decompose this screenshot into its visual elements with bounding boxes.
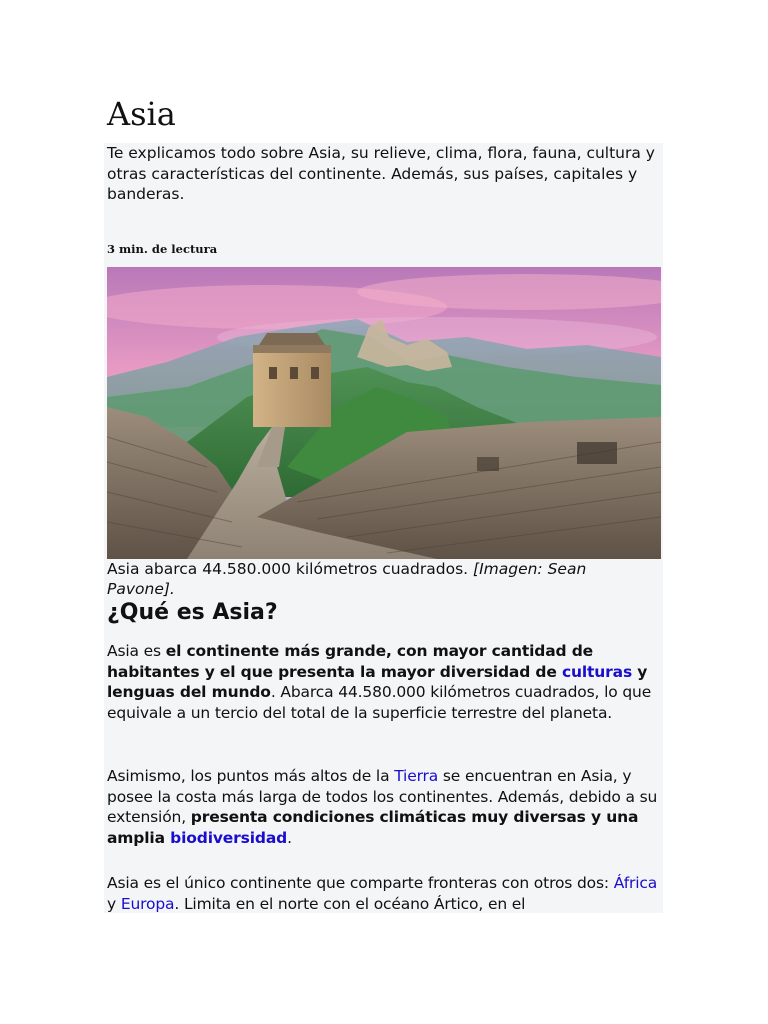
caption-text: Asia abarca 44.580.000 kilómetros cuadrados.: [107, 560, 474, 578]
p2-text-3: .: [287, 828, 292, 847]
link-culturas[interactable]: culturas: [561, 662, 633, 681]
paragraph-2: [107, 766, 663, 848]
p1-text-2: . Abarca 44.580.000 kilómetros cuadrados, lo que equivale a un tercio del total de la superficie terrestre del planeta.: [107, 683, 652, 722]
p3-text-2: y: [107, 894, 121, 913]
link-tierra[interactable]: Tierra: [394, 767, 439, 785]
article-intro: Te explicamos todo sobre Asia, su relieve, clima, flora, fauna, cultura y otras características del continente. Además, sus países, capitales y banderas.: [107, 144, 655, 203]
paragraph-3: [107, 873, 663, 914]
p2-text-2: se encuentran en Asia, y posee la costa más larga de todos los continentes. Además, debido a su extensión,: [107, 767, 658, 826]
p3-text-1: Asia es el único continente que comparte fronteras con otros dos:: [107, 874, 614, 892]
p1-bold-2: y lenguas del mundo: [107, 662, 648, 701]
page-title: Asia: [107, 95, 176, 133]
p2-text-1: Asimismo, los puntos más altos de la: [107, 767, 395, 785]
caption-credit: [Imagen: Sean Pavone].: [107, 560, 587, 598]
p1-text-1: Asia es: [107, 642, 166, 660]
section-heading: ¿Qué es Asia?: [107, 600, 278, 625]
paragraph-1: [107, 641, 663, 723]
link-africa[interactable]: África: [613, 874, 658, 892]
great-wall-photo: [107, 267, 661, 559]
image-caption: [107, 559, 657, 599]
p1-bold-1: el continente más grande, con mayor cantidad de habitantes y el que presenta la mayor diversidad de: [107, 642, 594, 681]
link-biodiversidad[interactable]: biodiversidad: [170, 828, 288, 847]
link-europa[interactable]: Europa: [120, 894, 175, 913]
p3-text-3: . Limita en el norte con el océano Ártico, en el: [174, 894, 526, 913]
p2-bold-1: presenta condiciones climáticas muy diversas y una amplia: [107, 808, 639, 847]
read-time: 3 min. de lectura: [107, 242, 218, 256]
